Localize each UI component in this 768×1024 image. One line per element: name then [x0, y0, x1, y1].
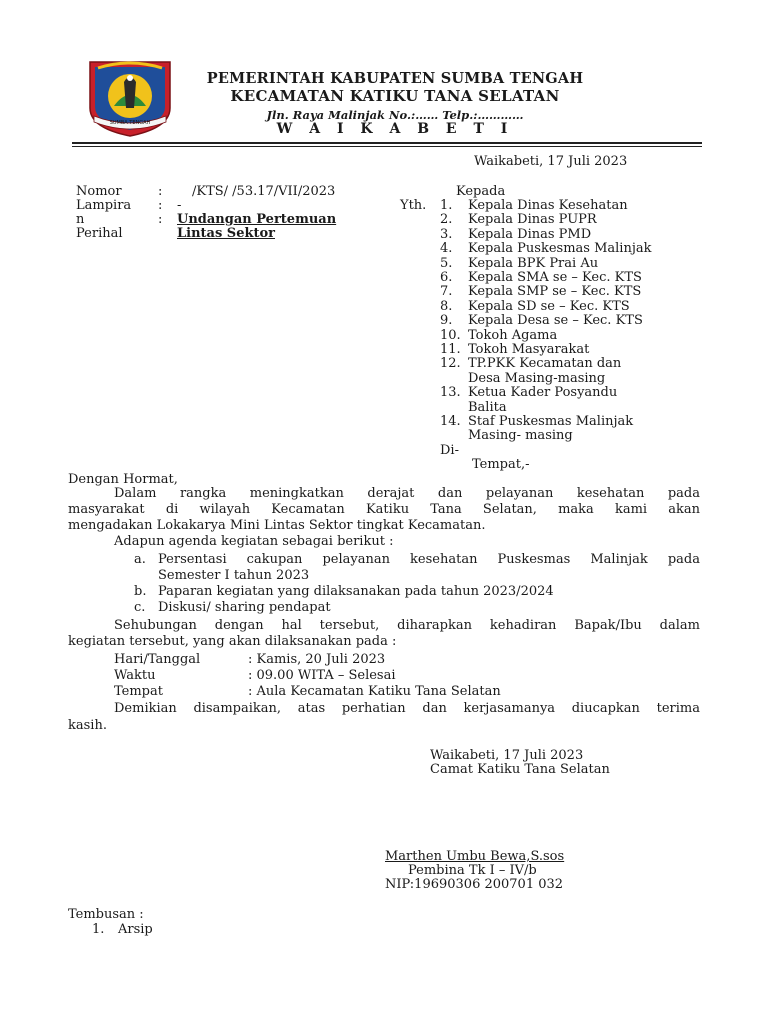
- schedule-time-label: Waktu: [114, 668, 156, 683]
- logo-text: SUMBA TENGAH: [109, 120, 151, 126]
- kepada-label: Kepada: [456, 184, 506, 199]
- schedule-place-label: Tempat: [114, 684, 163, 699]
- letterhead-town: W A I K A B E T I: [276, 121, 514, 137]
- recipient-name: Ketua Kader Posyandu: [468, 385, 618, 400]
- perihal-value-line2: Lintas Sektor: [177, 226, 275, 241]
- regency-emblem-logo: [84, 56, 176, 138]
- p1-line1-text: Dalam rangka meningkatkan derajat dan pelayanan kesehatan pada: [114, 486, 700, 501]
- recipient-name: Kepala BPK Prai Au: [468, 256, 599, 271]
- letter-date: Waikabeti, 17 Juli 2023: [474, 154, 628, 169]
- schedule-day-label: Hari/Tanggal: [114, 652, 201, 667]
- signatory-rank: Pembina Tk I – IV/b: [408, 863, 537, 878]
- recipient-number: 14.: [440, 414, 461, 429]
- schedule-day-value: : Kamis, 20 Juli 2023: [248, 652, 386, 667]
- signatory-nip: NIP:19690306 200701 032: [385, 877, 564, 892]
- recipient-number: 2.: [440, 212, 453, 227]
- closing-line1-text: Demikian disampaikan, atas perhatian dan kerjasamanya diucapkan terima: [114, 701, 700, 716]
- recipient-name: Kepala SMA se – Kec. KTS: [468, 270, 642, 285]
- p1-line2-text: masyarakat di wilayah Kecamatan Katiku Tana Selatan, maka kami akan: [68, 502, 700, 517]
- recipient-number: 5.: [440, 256, 453, 271]
- agenda-b-marker: b.: [134, 584, 147, 599]
- perihal-value-line1: Undangan Pertemuan: [177, 212, 337, 227]
- recipient-number: 3.: [440, 227, 453, 242]
- lampiran-label-1: Lampira: [76, 198, 132, 213]
- yth-label: Yth.: [400, 198, 427, 213]
- recipient-name: Kepala Dinas Kesehatan: [468, 198, 628, 213]
- recipient-name: Kepala SD se – Kec. KTS: [468, 299, 630, 314]
- lampiran-colon: :: [158, 198, 163, 213]
- signature-position: Camat Katiku Tana Selatan: [430, 762, 610, 777]
- nomor-value: /KTS/ /53.17/VII/2023: [192, 184, 336, 199]
- recipient-name: Staf Puskesmas Malinjak: [468, 414, 634, 429]
- agenda-a-line2: Semester I tahun 2023: [158, 568, 310, 583]
- di-label: Di-: [440, 443, 459, 458]
- tembusan-item-number: 1.: [92, 922, 105, 937]
- tembusan-label: Tembusan :: [68, 907, 144, 922]
- paragraph-2-line-1: [114, 619, 700, 633]
- recipient-name: Kepala SMP se – Kec. KTS: [468, 284, 642, 299]
- letterhead-rule-thick: [72, 142, 702, 144]
- agenda-a-text: Persentasi cakupan pelayanan kesehatan Puskesmas Malinjak pada: [158, 552, 700, 567]
- agenda-a-line1: [158, 553, 700, 567]
- recipient-number: 11.: [440, 342, 461, 357]
- recipient-name: Masing- masing: [468, 428, 573, 443]
- nomor-label: Nomor: [76, 184, 122, 199]
- recipient-name: Kepala Puskesmas Malinjak: [468, 241, 652, 256]
- agenda-b-text: Paparan kegiatan yang dilaksanakan pada tahun 2023/2024: [158, 584, 554, 599]
- recipient-name: Desa Masing-masing: [468, 371, 606, 386]
- tembusan-item-text: Arsip: [118, 922, 153, 937]
- recipient-name: Kepala Desa se – Kec. KTS: [468, 313, 643, 328]
- schedule-place-value: : Aula Kecamatan Katiku Tana Selatan: [248, 684, 501, 699]
- recipient-name: Tokoh Agama: [468, 328, 558, 343]
- recipient-name: Kepala Dinas PMD: [468, 227, 592, 242]
- lampiran-label-2: n: [76, 212, 85, 227]
- perihal-colon: :: [158, 212, 163, 227]
- recipient-name: Tokoh Masyarakat: [468, 342, 590, 357]
- lampiran-value: -: [177, 198, 182, 213]
- perihal-label: Perihal: [76, 226, 123, 241]
- nomor-colon: :: [158, 184, 163, 199]
- recipient-number: 7.: [440, 284, 453, 299]
- paragraph-1-line-2: [68, 503, 700, 517]
- recipient-number: 1.: [440, 198, 453, 213]
- closing-line-1: [114, 702, 700, 716]
- recipient-number: 12.: [440, 356, 461, 371]
- recipient-name: Balita: [468, 400, 507, 415]
- recipient-number: 6.: [440, 270, 453, 285]
- closing-line-2: kasih.: [68, 718, 107, 733]
- recipient-number: 8.: [440, 299, 453, 314]
- letterhead-government: PEMERINTAH KABUPATEN SUMBA TENGAH: [206, 70, 584, 87]
- agenda-c-text: Diskusi/ sharing pendapat: [158, 600, 331, 615]
- schedule-time-value: : 09.00 WITA – Selesai: [248, 668, 396, 683]
- signature-date: Waikabeti, 17 Juli 2023: [430, 748, 584, 763]
- paragraph-2-line-2: kegiatan tersebut, yang akan dilaksanakan pada :: [68, 634, 397, 649]
- recipient-number: 10.: [440, 328, 461, 343]
- recipient-name: TP.PKK Kecamatan dan: [468, 356, 622, 371]
- agenda-a-marker: a.: [134, 552, 146, 567]
- recipient-name: Kepala Dinas PUPR: [468, 212, 597, 227]
- recipient-number: 13.: [440, 385, 461, 400]
- letterhead-district: KECAMATAN KATIKU TANA SELATAN: [230, 87, 560, 105]
- recipient-number: 9.: [440, 313, 453, 328]
- signatory-name: Marthen Umbu Bewa,S.sos: [385, 849, 565, 864]
- paragraph-1-line-3: mengadakan Lokakarya Mini Lintas Sektor tingkat Kecamatan.: [68, 518, 486, 533]
- letterhead-rule-thin: [72, 146, 702, 147]
- letterhead-address: Jln. Raya Malinjak No.:…… Telp.:…………: [266, 108, 524, 122]
- paragraph-1-line-1: [68, 487, 700, 501]
- agenda-intro: Adapun agenda kegiatan sebagai berikut :: [114, 534, 394, 549]
- p2-line1-text: Sehubungan dengan hal tersebut, diharapkan kehadiran Bapak/Ibu dalam: [114, 618, 700, 633]
- recipient-number: 4.: [440, 241, 453, 256]
- tempat-address: Tempat,-: [472, 457, 530, 472]
- salutation: Dengan Hormat,: [68, 472, 178, 487]
- agenda-c-marker: c.: [134, 600, 146, 615]
